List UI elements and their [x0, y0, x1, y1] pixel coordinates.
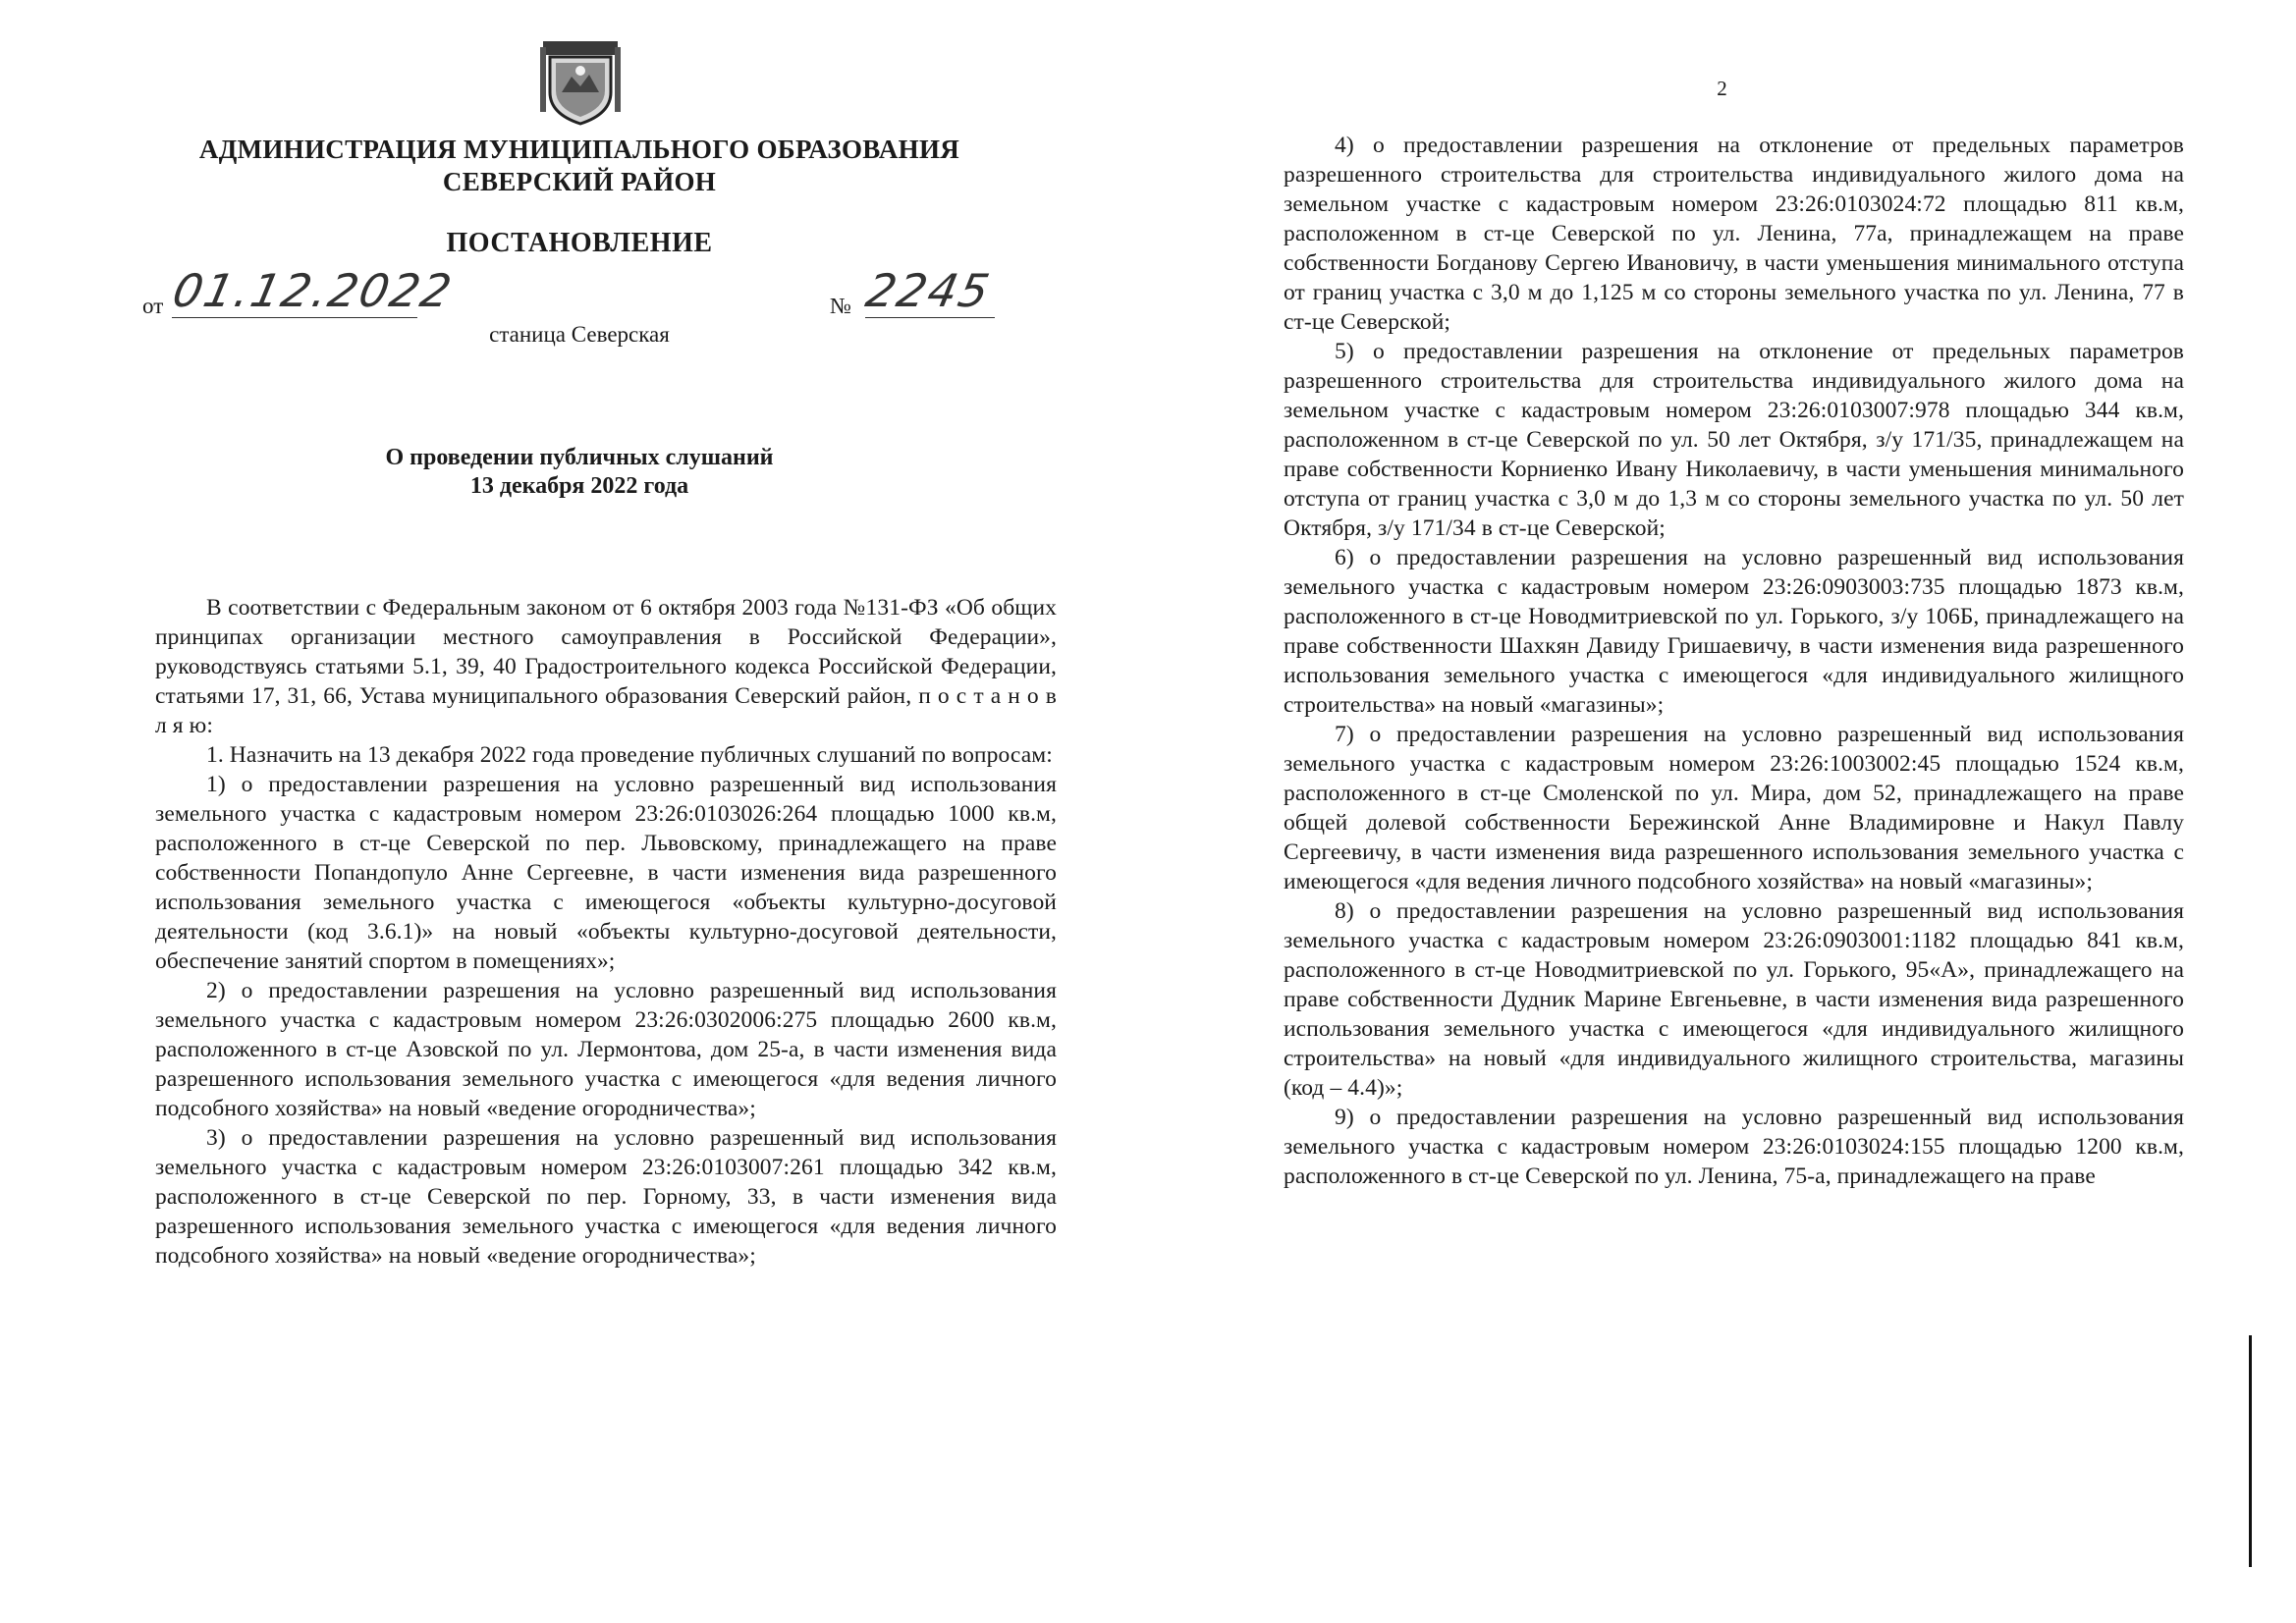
organization-title [157, 134, 1002, 198]
date-underline [172, 317, 417, 318]
page-number: 2 [1717, 77, 1727, 100]
coat-of-arms-emblem [540, 41, 621, 126]
paragraph: 8) о предоставлении разрешения на условно разрешенный вид использования земельного участка с кадастровым номером 23:26:0903001:1182 площадью 841 кв.м, расположенного в ст-це Новодмитриевской по ул. Горького, 95«А», принадлежащего на праве собственности Дудник Марине Евгеньевне, в части изменения вида разрешенного использования земельного участка с имеющегося «для индивидуального жилищного строительства» на новый «для индивидуального жилищного строительства, магазины (код – 4.4)»; [1284, 898, 2184, 1101]
paragraph: В соответствии с Федеральным законом от 6 октября 2003 года №131-ФЗ «Об общих принципах организации местного самоуправления в Российской Федерации», руководствуясь статьями 5.1, 39, 40 Градостроительного кодекса Российской Федерации, статьями 17, 31, 66, Устава муниципального образования Северский район, п о с т а н о в л я ю: [155, 595, 1057, 738]
handwritten-date: 01.12.2022 [168, 264, 459, 317]
paragraph: 1) о предоставлении разрешения на условно разрешенный вид использования земельного участка с кадастровым номером 23:26:0103026:264 площадью 1000 кв.м, расположенного в ст-це Северской по пер. Львовскому, принадлежащего на праве собственности Попандопуло Анне Сергеевне, в части изменения вида разрешенного использования земельного участка с имеющегося «объекты культурно-досуговой деятельности (код 3.6.1)» на новый «объекты культурно-досуговой деятельности, обеспечение занятий спортом в помещениях»; [155, 772, 1057, 974]
org-title-line-2: СЕВЕРСКИЙ РАЙОН [442, 167, 717, 196]
handwritten-number: 2245 [861, 264, 996, 317]
number-prefix: № [830, 294, 851, 318]
place-of-issue: станица Северская [489, 322, 670, 347]
document-type-heading: ПОСТАНОВЛЕНИЕ [446, 228, 713, 258]
paragraph: 3) о предоставлении разрешения на условно разрешенный вид использования земельного участка с кадастровым номером 23:26:0103007:261 площадью 342 кв.м, расположенного в ст-це Северской по пер. Горному, 33, в части изменения вида разрешенного использования земельного участка с имеющегося «для ведения личного подсобного хозяйства» на новый «ведение огородничества»; [155, 1125, 1057, 1269]
body-text-page-2 [1284, 131, 2184, 1191]
body-text-page-1 [155, 593, 1057, 1271]
paragraph: 1. Назначить на 13 декабря 2022 года проведение публичных слушаний по вопросам: [206, 742, 1053, 768]
paragraph: 5) о предоставлении разрешения на отклонение от предельных параметров разрешенного строительства для строительства индивидуального жилого дома на земельном участке с кадастровым номером 23:26:0103007:978 площадью 344 кв.м, расположенном в ст-це Северской по ул. 50 лет Октября, з/у 171/35, принадлежащем на праве собственности Корниенко Ивану Николаевичу, в части уменьшения минимального отступа от границ участка с 3,0 м до 1,3 м со стороны земельного участка по ул. 50 лет Октября, з/у 171/34 в ст-це Северской; [1284, 339, 2184, 541]
page-2 [1148, 0, 2296, 1623]
paragraph: 9) о предоставлении разрешения на условно разрешенный вид использования земельного участка с кадастровым номером 23:26:0103024:155 площадью 1200 кв.м, расположенного в ст-це Северской по ул. Ленина, 75-а, принадлежащего на праве [1284, 1105, 2184, 1189]
document-subject [196, 444, 962, 501]
paragraph: 6) о предоставлении разрешения на условно разрешенный вид использования земельного участка с кадастровым номером 23:26:0903003:735 площадью 1873 кв.м, расположенного в ст-це Новодмитриевской по ул. Горького, з/у 106Б, принадлежащего на праве собственности Шахкян Давиду Гришаевичу, в части изменения вида разрешенного использования земельного участка с имеющегося «для индивидуального жилищного строительства» на новый «магазины»; [1284, 545, 2184, 718]
number-underline [865, 317, 995, 318]
paragraph: 2) о предоставлении разрешения на условно разрешенный вид использования земельного участка с кадастровым номером 23:26:0302006:275 площадью 2600 кв.м, расположенного в ст-це Азовской по ул. Лермонтова, дом 25-а, в части изменения вида разрешенного использования земельного участка с имеющегося «для ведения личного подсобного хозяйства» на новый «ведение огородничества»; [155, 978, 1057, 1121]
subject-line-1: О проведении публичных слушаний [385, 445, 774, 470]
org-title-line-1: АДМИНИСТРАЦИЯ МУНИЦИПАЛЬНОГО ОБРАЗОВАНИЯ [198, 135, 960, 164]
paragraph: 4) о предоставлении разрешения на отклонение от предельных параметров разрешенного строительства для строительства индивидуального жилого дома на земельном участке с кадастровым номером 23:26:0103024:72 площадью 811 кв.м, расположенном в ст-це Северской по ул. Ленина, 77а, принадлежащем на праве собственности Богданову Сергею Ивановичу, в части уменьшения минимального отступа от границ участка с 3,0 м до 1,125 м со стороны земельного участка по ул. Ленина, 77 в ст-це Северской; [1284, 133, 2184, 335]
date-number-row [142, 264, 1026, 329]
paragraph: 7) о предоставлении разрешения на условно разрешенный вид использования земельного участка с кадастровым номером 23:26:1003002:45 площадью 1524 кв.м, расположенного в ст-це Смоленской по ул. Мира, дом 52, принадлежащего на праве общей долевой собственности Бережинской Анне Владимировне и Накул Павлу Сергеевичу, в части изменения вида разрешенного использования земельного участка с имеющегося «для ведения личного подсобного хозяйства» на новый «магазины»; [1284, 722, 2184, 894]
date-prefix: от [142, 294, 164, 318]
margin-vertical-mark [2249, 1335, 2252, 1567]
subject-line-2: 13 декабря 2022 года [469, 473, 689, 499]
